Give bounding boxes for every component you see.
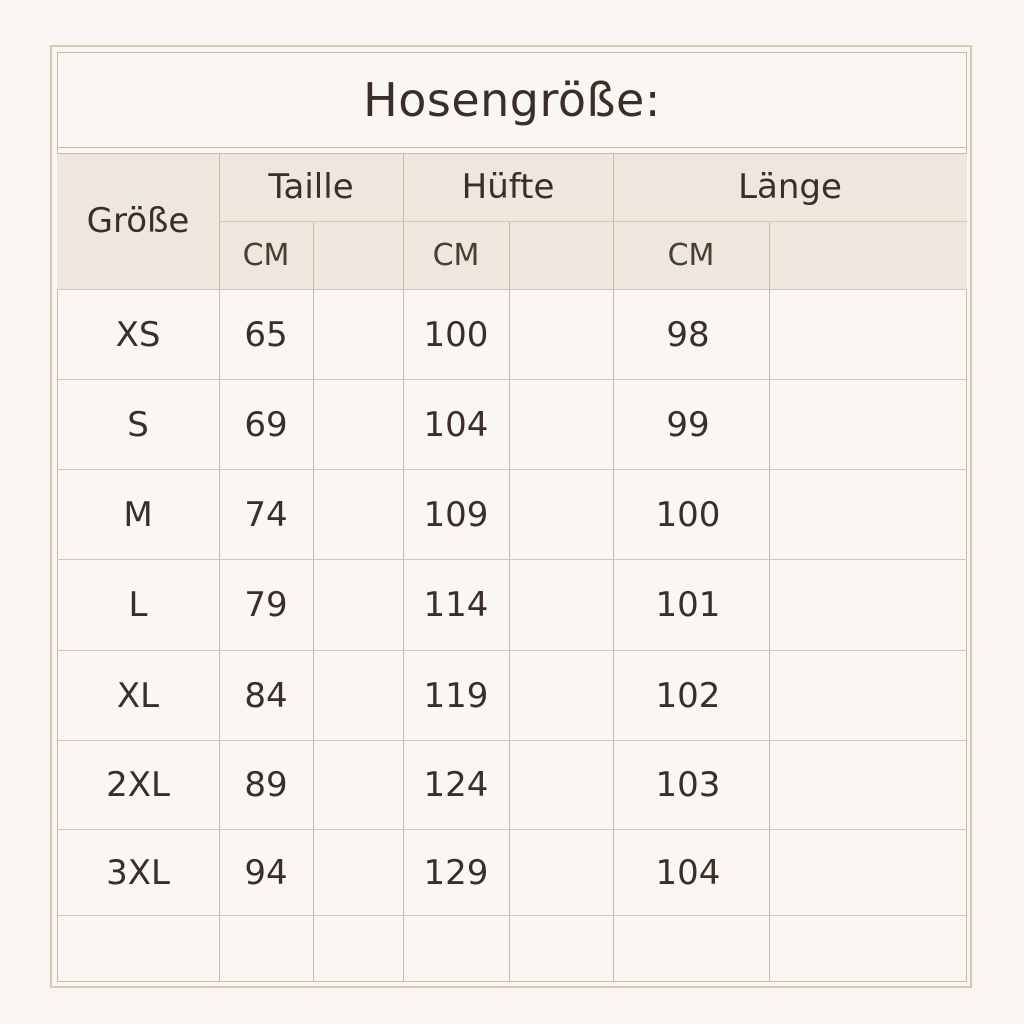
unit-length: CM [667,237,715,273]
cell-length: 100 [655,494,721,535]
grid-line [509,221,510,982]
cell-hip: 104 [423,404,489,445]
cell-size: M [123,494,153,535]
unit-waist: CM [242,237,290,273]
cell-waist: 79 [244,585,288,625]
cell-hip: 124 [423,765,489,805]
cell-hip: 129 [423,852,489,893]
cell-length: 103 [655,765,721,805]
cell-hip: 100 [423,314,489,355]
cell-waist: 74 [244,494,288,535]
cell-length: 99 [666,404,710,445]
cell-hip: 119 [423,675,489,716]
header-length: Länge [738,167,842,207]
cell-size: S [127,404,149,445]
cell-hip: 109 [423,494,489,535]
cell-length: 104 [655,852,721,893]
grid-line [313,221,314,982]
cell-waist: 65 [244,314,288,355]
cell-length: 102 [655,675,721,716]
header-waist: Taille [268,167,354,207]
header-hip: Hüfte [461,167,555,207]
cell-waist: 94 [244,852,288,893]
grid-line [769,221,770,982]
cell-waist: 84 [244,675,288,716]
cell-size: XL [116,675,160,716]
cell-size: 3XL [106,852,170,893]
cell-length: 101 [655,585,721,625]
unit-hip: CM [432,237,480,273]
cell-size: L [128,585,148,625]
cell-waist: 89 [244,765,288,805]
cell-waist: 69 [244,404,288,445]
cell-length: 98 [666,314,710,355]
grid-line [219,221,967,222]
cell-size: XS [115,314,161,355]
chart-title: Hosengröße: [57,52,967,148]
cell-hip: 114 [423,585,489,625]
grid-line [57,915,967,916]
cell-size: 2XL [106,765,170,805]
header-size: Größe [86,201,190,241]
